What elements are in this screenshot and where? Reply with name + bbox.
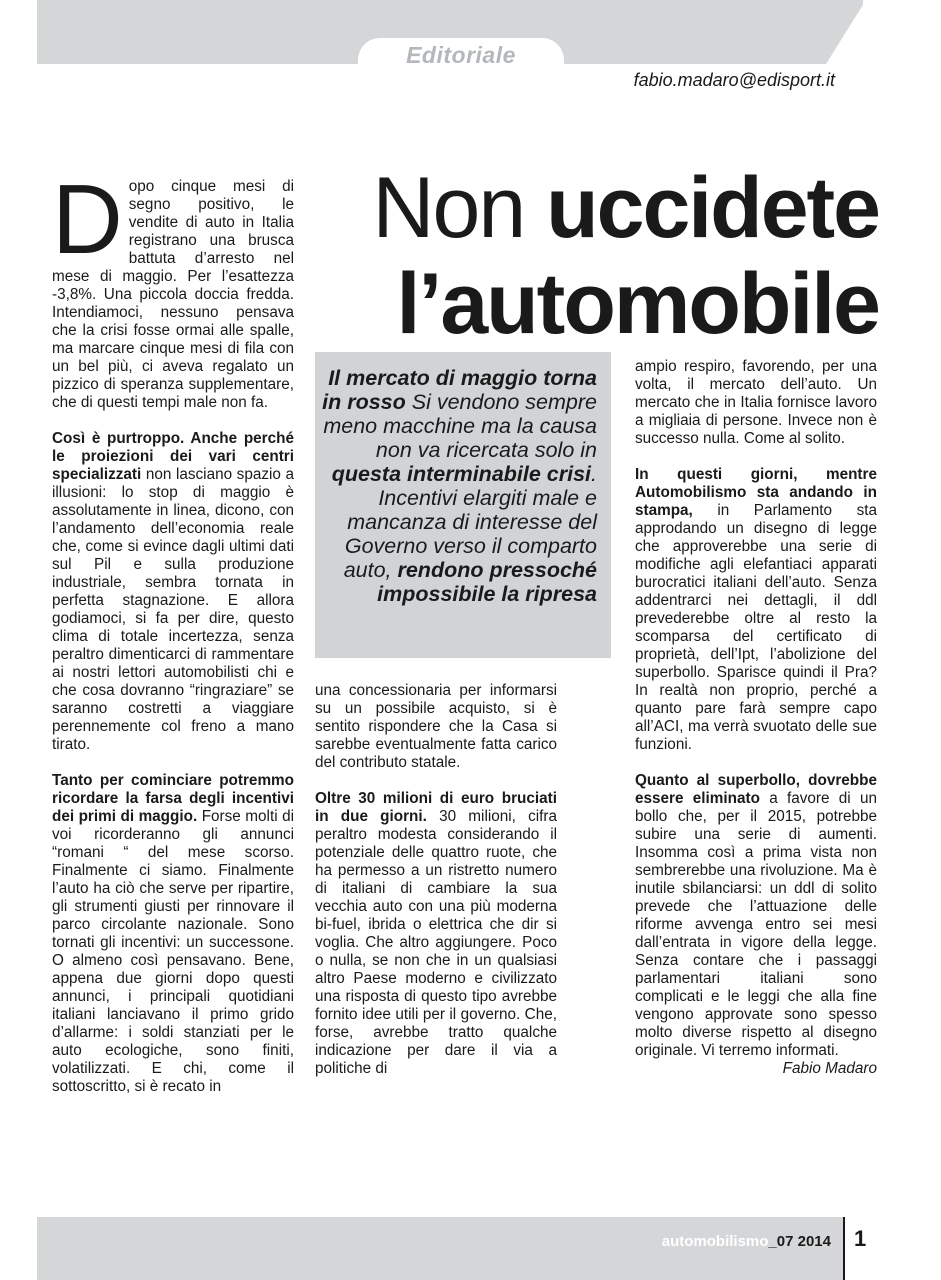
pull-quote-text — [322, 366, 597, 606]
pull-quote-part3: questa interminabile crisi — [331, 462, 592, 486]
paragraph-7-body: in Parlamento sta approdando un disegno di legge che approverebbe una serie di modifiche agli elefantiaci apparati burocratici italiani dell’auto. Senza addentrarci nei dettagli, il ddl prevederebbe oltre al resto la scomparsa del certificato di proprietà, dell’Ipt, l’abolizione del superbollo. Sparisce quindi il Pra? In realtà non proprio, perché a quanto pare farà sempre capo all’ACI, ma verrà svuotato delle sue funzioni. — [635, 502, 877, 753]
paragraph-7 — [635, 466, 877, 754]
drop-cap: D — [52, 164, 123, 274]
paragraph-4: una concessionaria per informarsi su un possibile acquisto, si è sentito rispondere che la Casa si sarebbe eventualmente fatta carico del contributo statale. — [315, 682, 557, 771]
headline-bold: uccidete — [546, 160, 879, 256]
author-email[interactable]: fabio.madaro@edisport.it — [633, 70, 835, 90]
paragraph-intro-text: opo cinque mesi di segno positivo, le vendite di auto in Italia registrano una brusca battuta d’arresto nel mese di maggio. Per l’esattezza -3,8%. Una piccola doccia fredda. Intendiamoci, nessuno pensava che la crisi fosse ormai alle spalle, ma marcare cinque mesi di fila con un bel più, ci aveva regalato un pizzico di speranza supplementare, che di questi tempi male non fa. — [52, 178, 294, 411]
paragraph-8-lead: Quanto al superbollo, dovrebbe essere eliminato — [635, 772, 877, 807]
paragraph-5 — [315, 790, 557, 1078]
footer-issue: _07 2014 — [768, 1233, 831, 1250]
pull-quote-box — [315, 352, 611, 658]
paragraph-2 — [52, 430, 294, 754]
footer-magazine-issue — [662, 1233, 831, 1250]
headline-thin: Non — [372, 160, 547, 256]
paragraph-3 — [52, 772, 294, 1096]
article-column-3 — [635, 358, 877, 1096]
pull-quote-part4: . Incentivi elargiti male e mancanza di interesse del Governo verso il comparto auto, — [343, 462, 597, 582]
paragraph-5-lead: Oltre 30 milioni di euro bruciati in due giorni. — [315, 790, 557, 825]
pull-quote-heading: Il mercato di maggio torna in rosso — [322, 366, 597, 414]
section-label: Editoriale — [406, 42, 516, 68]
author-signature: Fabio Madaro — [782, 1060, 877, 1077]
article-column-2 — [315, 682, 557, 1078]
paragraph-3-body: Forse molti di voi ricorderanno gli annunci “romani “ del mese scorso. Finalmente ci siamo. Finalmente l’auto ha ciò che serve per ripartire, gli strumenti giusti per rinnovare il parco circolante nazionale. Sono tornati gli incentivi: un successone. O almeno così pensavano. Bene, appena due giorni dopo questi annunci, i principali quotidiani italiani lanciavano il primo grido d’allarme: i soldi stanziati per le auto ecologiche, sono finiti, volatilizzati. E chi, come il sottoscritto, si è recato in — [52, 808, 294, 1095]
article-column-1 — [52, 164, 294, 1096]
footer-magazine: automobilismo — [661, 1233, 769, 1250]
paragraph-2-lead: Così è purtroppo. Anche perché le proiezioni dei vari centri specializzati — [52, 430, 294, 483]
pull-quote-part2: Si vendono sempre meno macchine ma la causa non va ricercata solo in — [323, 390, 597, 462]
footer-divider — [843, 1217, 845, 1280]
paragraph-8-body: a favore di un bollo che, per il 2015, potrebbe subire una serie di aumenti. Insomma così a prima vista non sembrerebbe una rivoluzione. Ma è inutile sbilanciarsi: un ddl di solito prevede che l’attuazione delle riforme avvenga entro sei mesi dall’entrata in vigore della legge. Senza contare che i passaggi parlamentari italiani sono complicati e le leggi che alla fine vengono approvate sono spesso molto diverse rispetto al disegno originale. Vi terremo informati. — [635, 790, 877, 1059]
header-band-margin — [863, 0, 941, 64]
paragraph-8 — [635, 772, 877, 1060]
paragraph-5-body: 30 milioni, cifra peraltro modesta considerando il potenziale delle quattro ruote, che ha permesso a un ristretto numero di italiani di cambiare la sua vecchia auto con una più moderna bi-fuel, ibrida o elettrica che dir si voglia. Che altro aggiungere. Poco o nulla, se non che in un qualsiasi altro Paese moderno e civilizzato una risposta di questo tipo avrebbe fornito idee utili per il governo. Che, forse, avrebbe tratto qualche indicazione per dare il via a politiche di — [315, 808, 557, 1077]
page-number: 1 — [854, 1226, 867, 1251]
pull-quote-part5: rendono pressoché impossibile la ripresa — [377, 558, 597, 606]
headline — [372, 160, 879, 352]
paragraph-2-body: non lasciano spazio a illusioni: lo stop di maggio è assolutamente in linea, dicono, con l’andamento dell’economia reale che, come si evince dagli ultimi dati sul Pil e sulla produzione industriale, sembra tornata in perfetta stagnazione. E allora godiamoci, si fa per dire, questo clima di totale incertezza, senza peraltro dimenticarci di rammentare ai nostri lettori automobilisti chi e che cosa dovranno “ringraziare” se saranno costretti a viaggiare perennemente col freno a mano tirato. — [52, 466, 294, 753]
paragraph-3-lead: Tanto per cominciare potremmo ricordare la farsa degli incentivi dei primi di maggio. — [52, 772, 294, 825]
paragraph-7-lead: In questi giorni, mentre Automobilismo sta andando in stampa, — [635, 466, 877, 519]
paragraph-intro — [52, 164, 294, 412]
headline-line2: l’automobile — [396, 256, 879, 352]
paragraph-6: ampio respiro, favorendo, per una volta, il mercato dell’auto. Un mercato che in Italia fornisce lavoro a migliaia di persone. Invece non è successo nulla. Come al solito. — [635, 358, 877, 447]
